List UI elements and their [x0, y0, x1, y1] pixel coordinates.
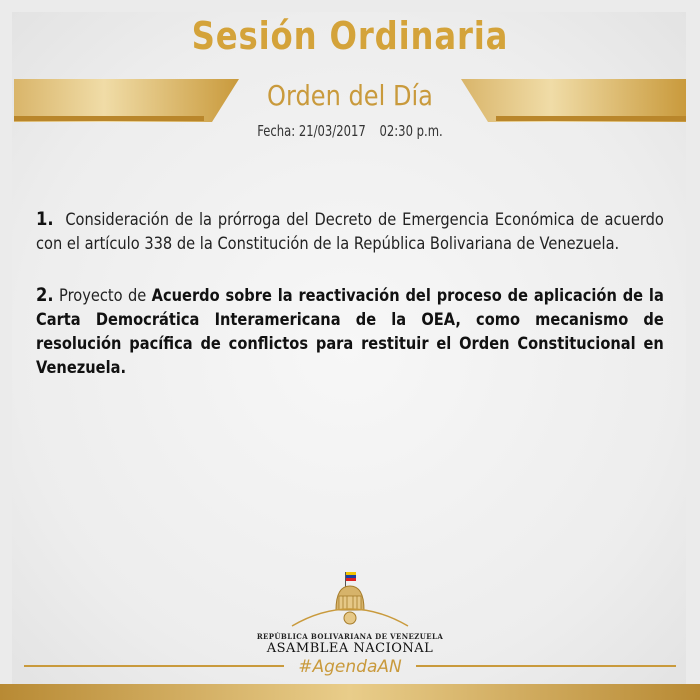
agenda-item-text: Consideración de la prórroga del Decreto de Emergencia Económica de acuerdo con el artículo 338 de la Constitución de la República Bolivariana de Venezuela. [36, 210, 664, 254]
agenda-item-number: 2. [36, 284, 54, 306]
capitol-icon [280, 570, 420, 632]
agenda-item-1 [36, 207, 664, 256]
session-datetime [49, 122, 651, 140]
page-title: Sesión Ordinaria [191, 14, 509, 58]
hashtag-label: #AgendaAN [298, 657, 402, 677]
agenda-item-number: 1. [36, 208, 54, 230]
left-band-shadow [14, 116, 204, 121]
right-band-shadow [496, 116, 686, 121]
assembly-logo [0, 570, 700, 637]
agenda-item-bold-text: Acuerdo sobre la reactivación del proceso de aplicación de la Carta Democrática Interamericana de la OEA, como mecanismo de resolución pacífica de conflictos para restituir el Orden Constitucional en Venezuela. [36, 286, 664, 378]
institution-name: ASAMBLEA NACIONAL [266, 641, 434, 656]
agenda-item-prefix: Proyecto de [59, 286, 152, 306]
session-date: Fecha: 21/03/2017 [257, 122, 366, 140]
bottom-gold-bar [0, 684, 700, 700]
agenda-item-2 [36, 283, 664, 380]
page-subtitle: Orden del Día [267, 79, 433, 112]
institution-country: REPÚBLICA BOLIVARIANA DE VENEZUELA [256, 632, 444, 641]
session-time: 02:30 p.m. [379, 122, 443, 140]
